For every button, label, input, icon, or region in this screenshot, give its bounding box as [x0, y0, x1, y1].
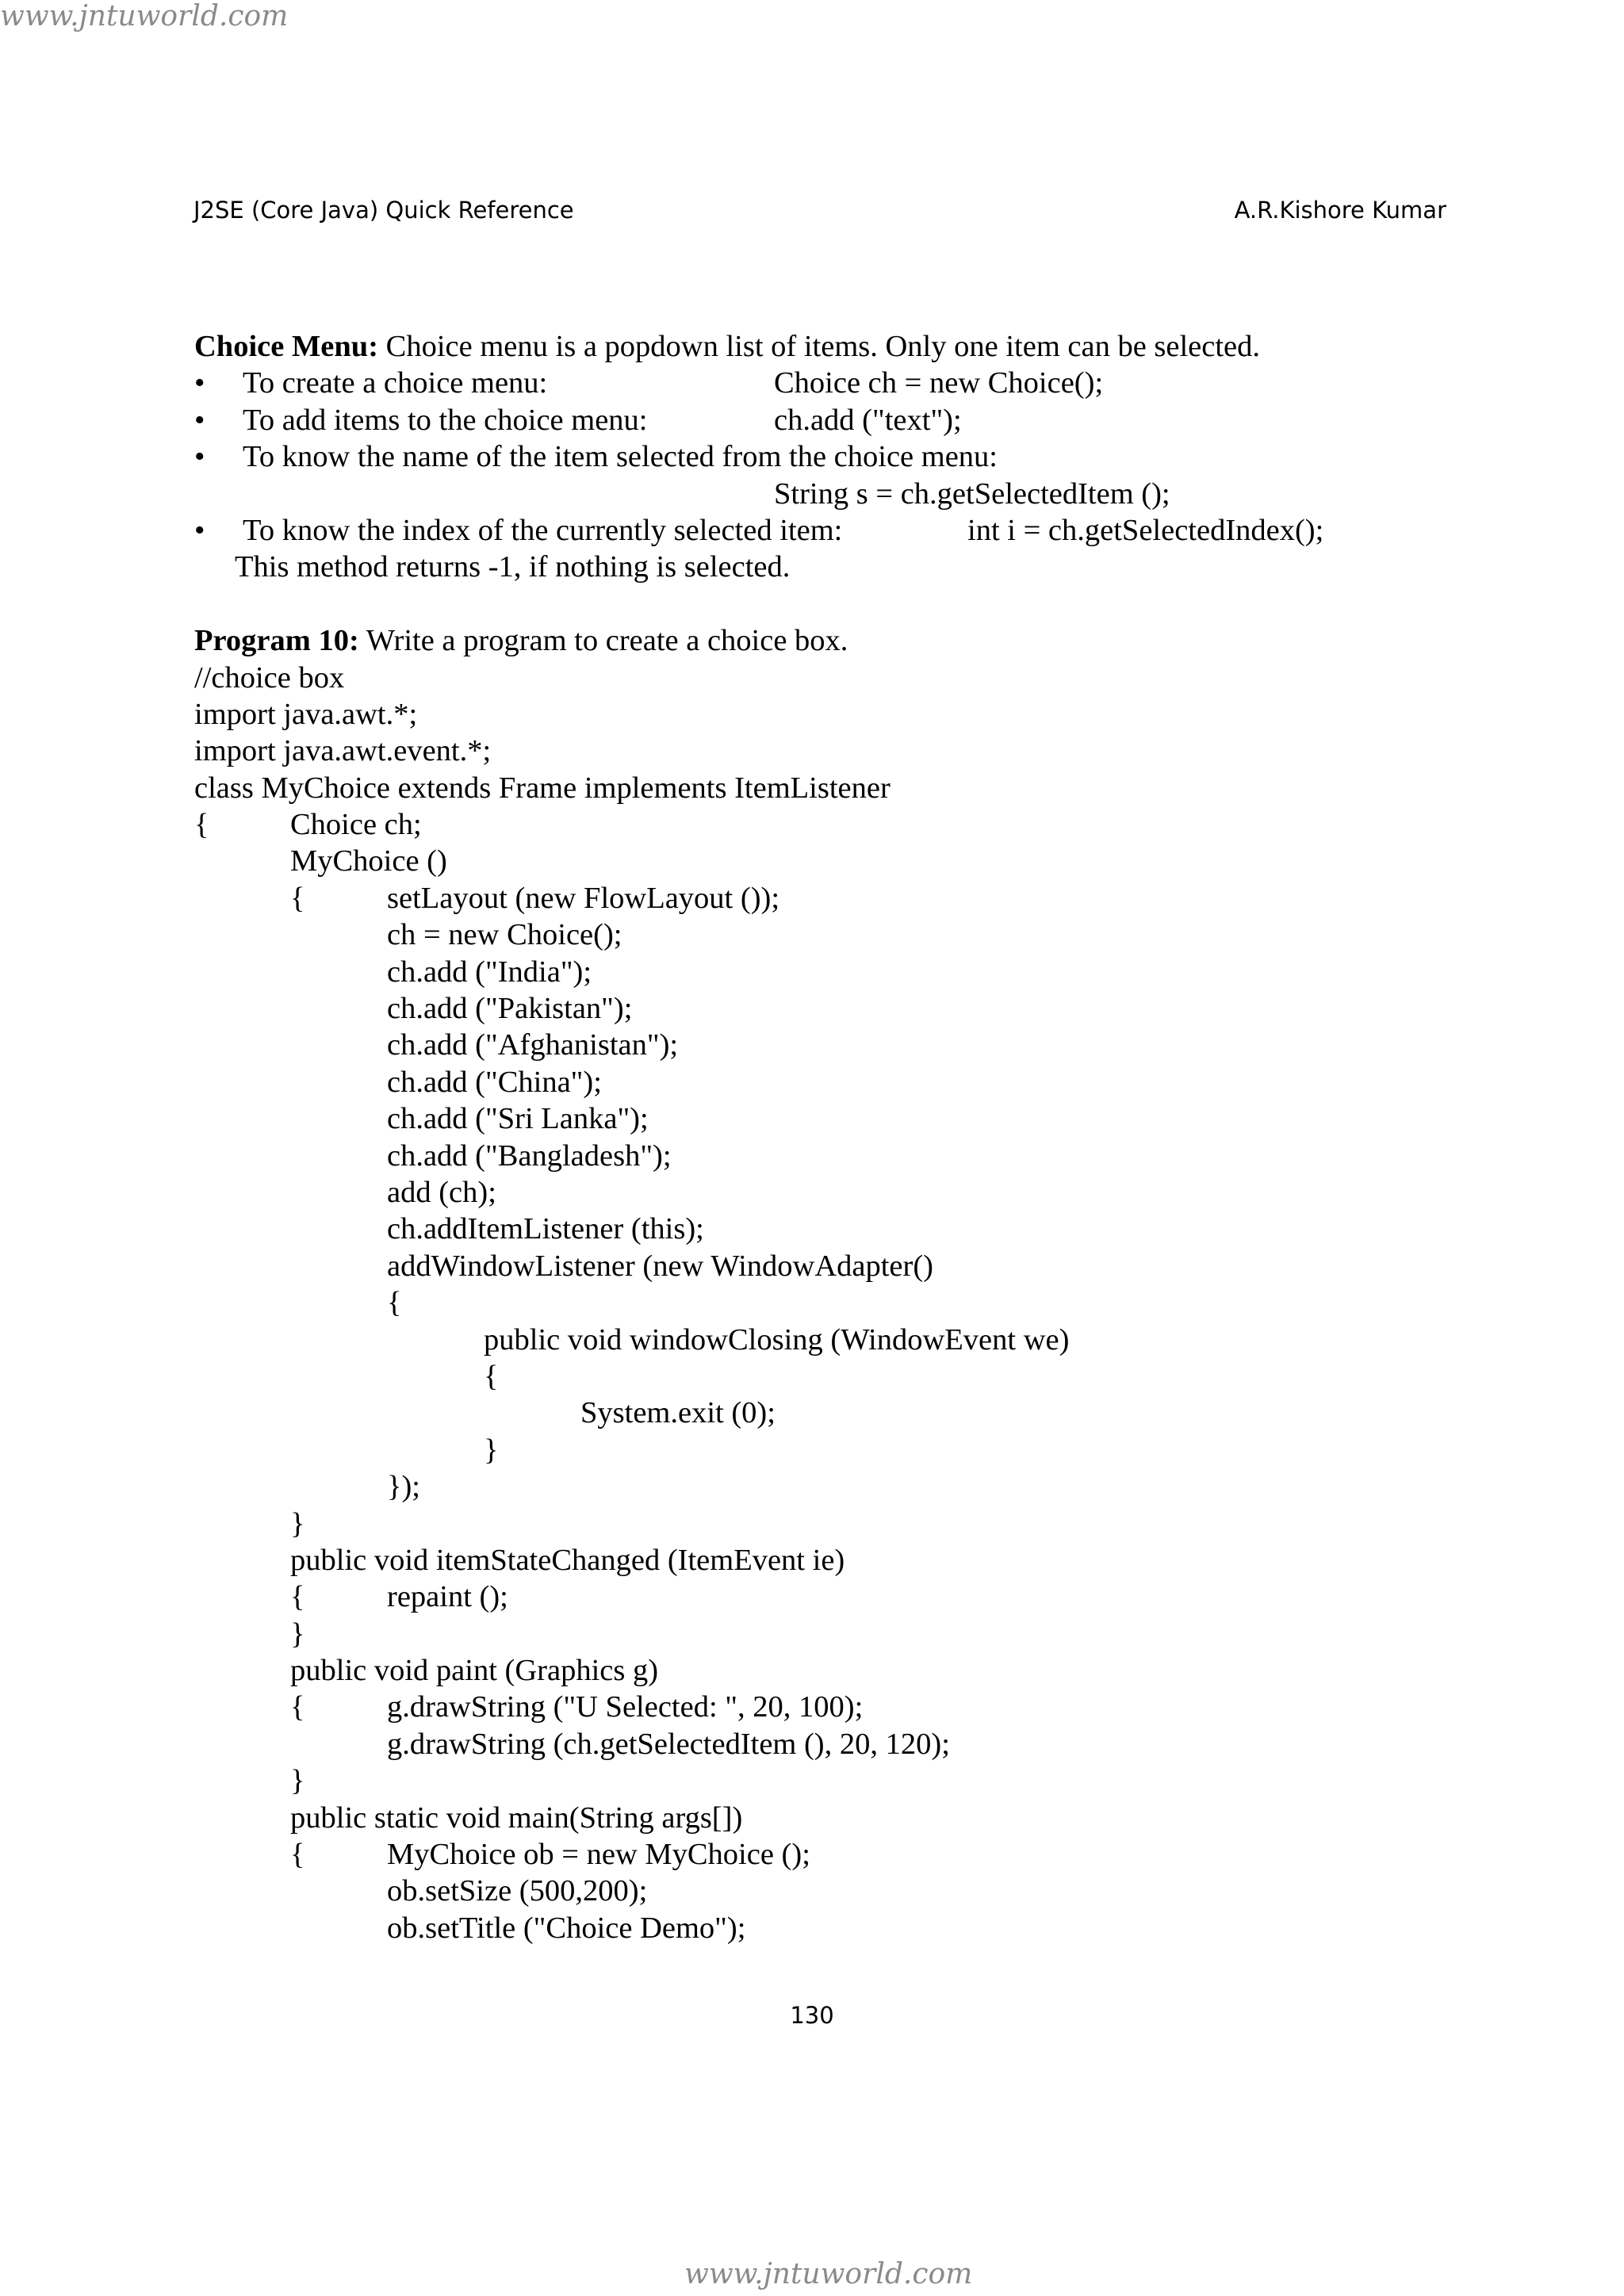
- code-line: public static void main(String args[]): [290, 1800, 743, 1835]
- watermark-top: www.jntuworld.com: [0, 0, 289, 33]
- code-line: }: [290, 1617, 305, 1651]
- code-line: }: [484, 1433, 499, 1467]
- intro-paragraph: [194, 328, 1495, 365]
- code-brace: {: [290, 1580, 305, 1614]
- code-line: });: [387, 1470, 420, 1504]
- code-line: addWindowListener (new WindowAdapter(): [387, 1249, 933, 1283]
- bullet-label: To know the index of the currently selected item:: [243, 513, 843, 547]
- program-heading: [194, 622, 1495, 659]
- bullet-note: This method returns -1, if nothing is selected.: [235, 550, 791, 584]
- code-brace: {: [194, 808, 209, 842]
- code-line: ob.setSize (500,200);: [387, 1874, 648, 1908]
- bullet-code: int i = ch.getSelectedIndex();: [967, 513, 1324, 547]
- code-line: MyChoice (): [290, 844, 447, 878]
- bullet-label: To create a choice menu:: [243, 366, 548, 400]
- code-line: [194, 880, 1495, 916]
- code-line: }: [290, 1506, 305, 1540]
- code-line: public void itemStateChanged (ItemEvent ie): [290, 1543, 845, 1577]
- code-line: ch.add ("Pakistan");: [387, 992, 633, 1026]
- code-line: //choice box: [194, 660, 345, 695]
- page-number: 130: [790, 2002, 834, 2029]
- code-line: [194, 1578, 1495, 1615]
- page-body: [194, 328, 1495, 1946]
- code-line: ch.add ("Bangladesh");: [387, 1138, 672, 1173]
- code-text: MyChoice ob = new MyChoice ();: [387, 1838, 810, 1872]
- code-listing: [194, 660, 1495, 1947]
- code-line: ob.setTitle ("Choice Demo");: [387, 1911, 746, 1945]
- code-line: [194, 1689, 1495, 1725]
- code-line: System.exit (0);: [580, 1396, 776, 1430]
- code-line: public void windowClosing (WindowEvent we): [484, 1322, 1070, 1357]
- watermark-bottom: www.jntuworld.com: [684, 2258, 973, 2290]
- code-line: g.drawString (ch.getSelectedItem (), 20, 120);: [387, 1727, 950, 1761]
- bullet-item: [194, 365, 1495, 401]
- code-line: ch.add ("India");: [387, 955, 592, 989]
- code-text: repaint ();: [387, 1580, 508, 1614]
- code-line: [194, 806, 1495, 843]
- code-line: import java.awt.*;: [194, 697, 418, 731]
- code-line: class MyChoice extends Frame implements ItemListener: [194, 771, 891, 805]
- bullet-item: [194, 438, 1495, 475]
- code-text: setLayout (new FlowLayout ());: [387, 881, 780, 915]
- bullet-code: ch.add ("text");: [774, 403, 962, 437]
- bullet-item: [194, 402, 1495, 438]
- code-line: {: [387, 1286, 402, 1320]
- code-text: g.drawString ("U Selected: ", 20, 100);: [387, 1690, 864, 1724]
- bullet-icon: •: [194, 513, 205, 547]
- code-brace: {: [290, 1690, 305, 1724]
- intro-text: Choice menu is a popdown list of items. Only one item can be selected.: [378, 330, 1261, 363]
- bullet-code: Choice ch = new Choice();: [774, 366, 1104, 400]
- code-line: ch.add ("China");: [387, 1065, 602, 1099]
- code-line: {: [484, 1359, 499, 1393]
- code-line: [194, 1836, 1495, 1873]
- bullet-icon: •: [194, 403, 205, 437]
- bullet-icon: •: [194, 366, 205, 400]
- bullet-icon: •: [194, 440, 205, 474]
- code-line: ch.add ("Sri Lanka");: [387, 1102, 649, 1136]
- code-line: }: [290, 1764, 305, 1798]
- bullet-label: To add items to the choice menu:: [243, 403, 648, 437]
- running-header-title: J2SE (Core Java) Quick Reference: [193, 197, 574, 224]
- code-brace: {: [290, 881, 305, 915]
- program-text: Write a program to create a choice box.: [358, 624, 848, 658]
- bullet-code-line: [194, 476, 1495, 512]
- code-line: add (ch);: [387, 1175, 496, 1209]
- code-line: public void paint (Graphics g): [290, 1654, 659, 1688]
- program-title: Program 10:: [194, 624, 359, 658]
- code-line: ch = new Choice();: [387, 918, 622, 952]
- running-header-author: A.R.Kishore Kumar: [1234, 197, 1446, 224]
- code-line: ch.addItemListener (this);: [387, 1212, 704, 1246]
- bullet-code: String s = ch.getSelectedItem ();: [774, 476, 1170, 511]
- code-line: import java.awt.event.*;: [194, 734, 492, 768]
- section-title: Choice Menu:: [194, 330, 379, 363]
- code-brace: {: [290, 1838, 305, 1872]
- code-line: ch.add ("Afghanistan");: [387, 1028, 679, 1062]
- bullet-label: To know the name of the item selected from the choice menu:: [243, 440, 998, 474]
- bullet-item: [194, 512, 1495, 549]
- code-text: Choice ch;: [290, 808, 422, 842]
